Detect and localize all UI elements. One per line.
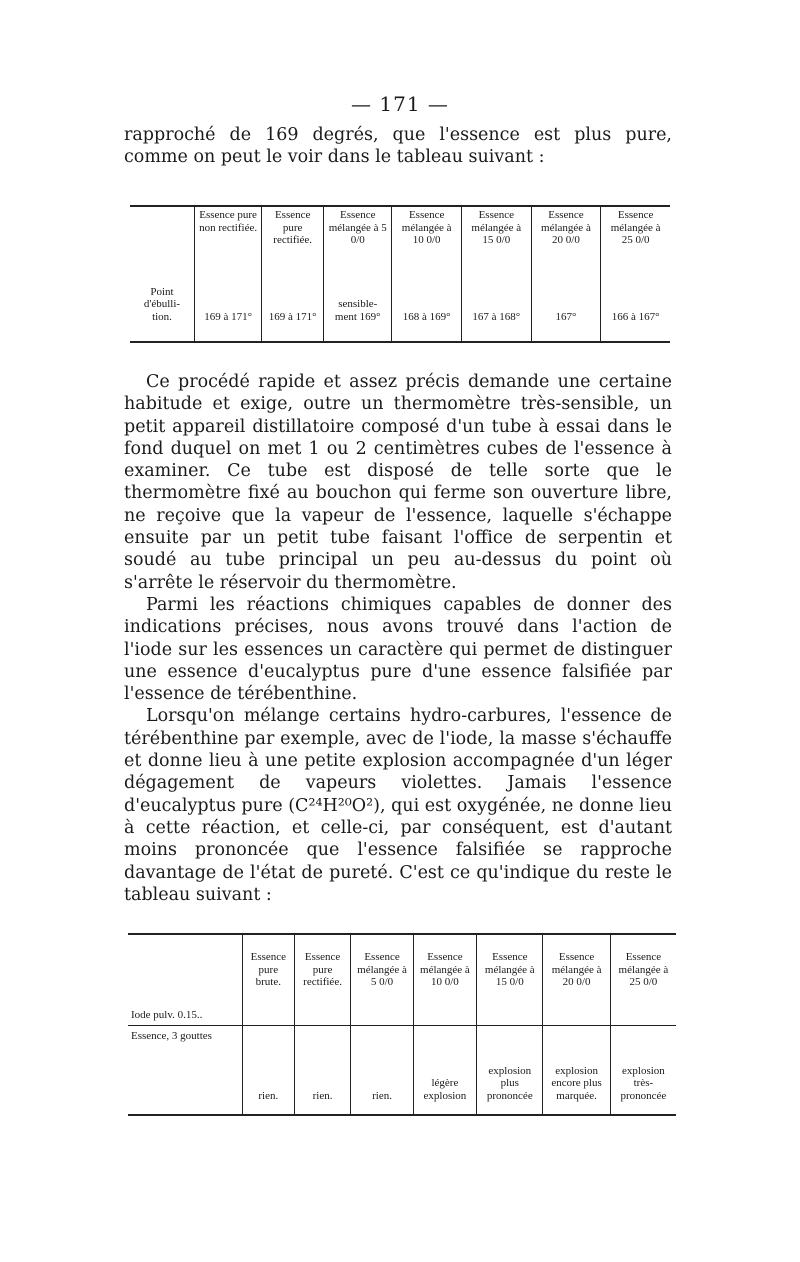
table-header-cell: Essence mélangée à 15 0/0 [461,206,531,273]
table-header-cell: Essence mélangée à 25 0/0 [610,934,676,1026]
table-cell: 166 à 167° [601,273,670,342]
table-header-cell: Essence mélangée à 10 0/0 [392,206,462,273]
boiling-point-table [130,205,670,343]
page-number: — 171 — [351,92,449,116]
table-row [130,273,670,342]
table-header-cell: Essence pure rectifiée. [262,206,324,273]
intro-paragraph [124,124,672,169]
table-cell: explosion très-prononcée [610,1026,676,1116]
iodine-reaction-table [128,933,676,1116]
row-label: Point d'ébulli- tion. [143,285,181,323]
table-header-cell: Essence mélangée à 15 0/0 [477,934,543,1026]
table-header-cell: Essence pure brute. [243,934,295,1026]
table-cell: rien. [294,1026,351,1116]
table-header-cell: Essence pure rectifiée. [294,934,351,1026]
table-cell: sensible- ment 169° [324,273,392,342]
paragraph-intro: rapproché de 169 degrés, que l'essence est plus pure, comme on peut le voir dans le tableau suivant : [124,125,672,168]
paragraph-method: Ce procédé rapide et assez précis demande une certaine habitude et exige, outre un thermomètre très-sensible, un petit appareil distillatoire composé d'un tube à essai dans le fond duquel on met 1 ou 2 centimètres cubes de l'essence à examiner. Ce tube est disposé de telle sorte que le thermomètre fixé au bouchon qui ferme son ouverture libre, ne reçoive que la vapeur de l'essence, laquelle s'échappe ensuite par un petit tube faisant l'office de serpentin et soudé au tube principal un peu au-dessus du point où s'arrête le réservoir du thermomètre. [124,372,672,593]
table-cell: 169 à 171° [195,273,262,342]
table-header-cell: Essence pure non rectifiée. [195,206,262,273]
table-cell: rien. [351,1026,413,1116]
paragraph-reactions: Parmi les réactions chimiques capables de donner des indications précises, nous avons trouvé dans l'action de l'iode sur les essences un caractère qui permet de distinguer une essence d'eucalyptus pure d'une essence falsifiée par l'essence de térébenthine. [124,594,672,705]
table-cell: légère explosion [413,1026,477,1116]
table-corner-cell [130,206,195,273]
table-header-cell: Essence mélangée à 25 0/0 [601,206,670,273]
table-header-cell: Essence mélangée à 10 0/0 [413,934,477,1026]
table-cell: explosion plus prononcée [477,1026,543,1116]
table-cell: 167 à 168° [461,273,531,342]
body-text [124,371,672,906]
row-label: Essence, 3 gouttes [128,1026,243,1116]
table-row [128,1026,676,1116]
table-header-row [130,206,670,273]
table-header-cell: Essence mélangée à 5 0/0 [324,206,392,273]
paragraph-iodine: Lorsqu'on mélange certains hydro-carbures, l'essence de térébenthine par exemple, avec de l'iode, la masse s'échauffe et donne lieu à une petite explosion accompagnée d'un léger dégagement de vapeurs violettes. Jamais l'essence d'eucalyptus pure (C²⁴H²⁰O²), qui est oxygénée, ne donne lieu à cette réaction, et celle-ci, par conséquent, est d'autant moins prononcée que l'essence falsifiée se rapproche davantage de l'état de pureté. C'est ce qu'indique du reste le tableau suivant : [124,706,672,905]
row-label: Iode pulv. 0.15.. [131,1008,203,1021]
table-cell: 168 à 169° [392,273,462,342]
table-cell: 169 à 171° [262,273,324,342]
table-header-cell: Essence mélangée à 5 0/0 [351,934,413,1026]
table-header-cell: Essence mélangée à 20 0/0 [543,934,610,1026]
table-cell: 167° [531,273,601,342]
table-header-row [128,934,676,1026]
table-cell: explosion encore plus marquée. [543,1026,610,1116]
table-cell: rien. [243,1026,295,1116]
table-header-cell: Essence mélangée à 20 0/0 [531,206,601,273]
